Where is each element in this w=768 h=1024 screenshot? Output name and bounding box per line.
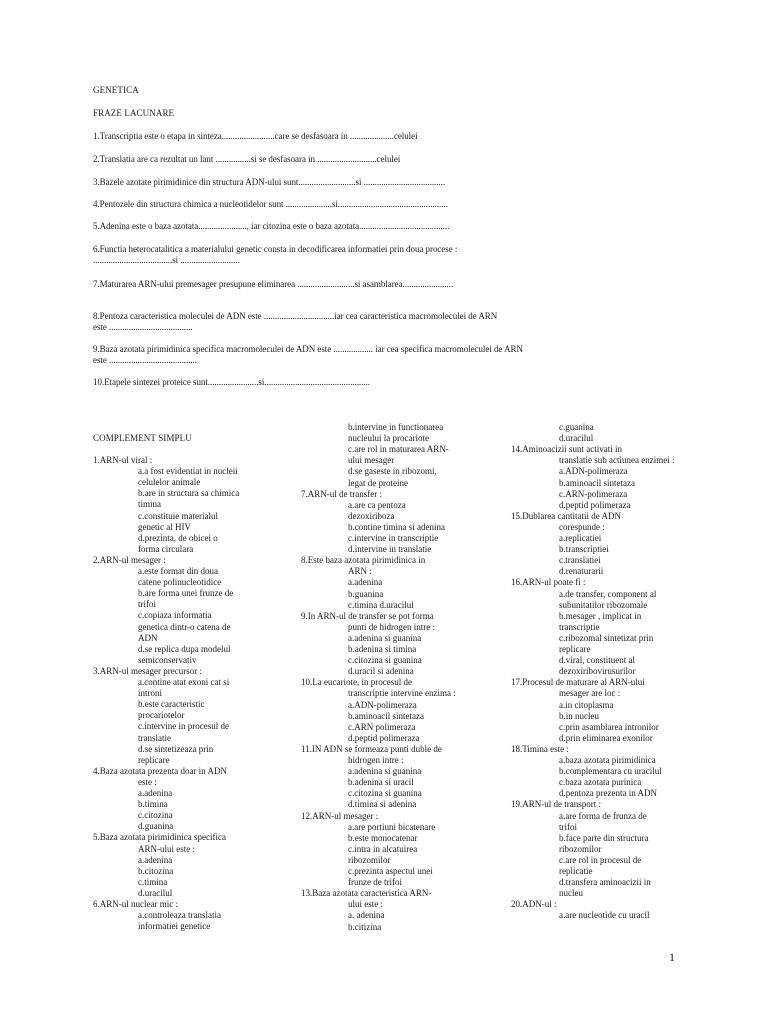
answer-option-line: a.baza azotata pirimidinica	[559, 755, 656, 765]
question-text: 15.Dublarea cantitatii de ADN	[511, 510, 621, 521]
question-text: 20.ADN-ul :	[511, 899, 557, 910]
answer-option-line: a.adenina	[138, 854, 173, 865]
answer-option-line: b.guanina	[348, 588, 384, 599]
answer-option-line: subunitatilor ribozomale	[559, 599, 648, 610]
fill-in-blank-line-2-1: 2.Translatia are ca rezultat un lant ................si se desfasoara in ...........................celulei	[93, 154, 401, 164]
answer-option-line: ului mesager	[348, 455, 395, 466]
answer-option-line: ului este :	[348, 899, 383, 910]
question-text: 9.In ARN-ul de transfer se pot forma	[301, 610, 434, 621]
answer-option-line: a.ADN-polimeraza	[559, 466, 628, 477]
question-text: 2.ARN-ul mesager :	[93, 554, 166, 565]
answer-option-line: b.face parte din structura	[559, 832, 649, 843]
fill-in-blank-line-9-2: este ........................................	[93, 355, 197, 365]
answer-option-line: replicare	[559, 644, 591, 654]
answer-option-line: b.aminoacil sintetaza	[559, 477, 635, 488]
answer-option-line: a.adenina	[348, 577, 383, 588]
answer-option-line: replicare	[138, 754, 170, 765]
answer-option-line: b.citizina	[348, 921, 382, 932]
fill-in-blank-line-8-1: 8.Pentoza caracteristica moleculei de ADN este ................................iar cea caracteristica macromoleculei de ARN	[93, 311, 498, 321]
answer-option-line: c.citozina si guanina	[348, 655, 422, 666]
answer-option-line: c.are rol in maturarea ARN-	[348, 444, 449, 455]
answer-option-line: c.citozina si guanina	[348, 788, 422, 799]
answer-option-line: nucleului la procariote	[348, 433, 429, 444]
answer-option-line: translatie sub actiunea enzimei :	[559, 455, 675, 466]
fill-in-blank-line-4-1: 4.Pentozele din structura chimica a nucleotidelor sunt .....................si..................................................	[93, 199, 448, 209]
answer-option-line: d.prin eliminarea exonilor	[559, 732, 653, 743]
answer-option-line: b.aminoacil sintetaza	[348, 710, 424, 721]
answer-option-line: ribozomilor	[348, 854, 391, 865]
answer-option-line: celulelor animale	[138, 477, 201, 488]
answer-option-line: corespunde :	[559, 521, 605, 532]
answer-option-line: a.replicatiei	[559, 533, 602, 543]
fill-in-blank-line-6-1: 6.Functia heterocatalitica a materialului genetic consta in decodificarea informatiei prin doua procese :	[93, 244, 458, 254]
question-text: 11.IN ADN se formeaza punti duble de	[301, 743, 442, 754]
section-title-complement-simplu: COMPLEMENT SIMPLU	[93, 433, 192, 443]
answer-option-line: a.in citoplasma	[559, 699, 614, 710]
answer-option-line: genetica dintr-o catena de	[138, 621, 231, 632]
answer-option-line: a.de transfer, component al	[559, 588, 657, 599]
answer-option-line: d.peptid polimeraza	[348, 732, 420, 743]
answer-option-line: procariotelor	[138, 710, 185, 721]
answer-option-line: c.intervine in transcriptie	[348, 533, 439, 543]
answer-option-line: genetic al HIV	[138, 521, 191, 532]
answer-option-line: d.prezinta, de obicei o	[138, 532, 218, 543]
answer-option-line: d.uracilul	[559, 433, 594, 444]
answer-option-line: c.citozina	[138, 810, 173, 821]
answer-option-line: c.constituie materialul	[138, 510, 218, 521]
question-text: 7.ARN-ul de transfer :	[301, 488, 382, 499]
answer-option-line: d.se sintetizeaza prin	[138, 743, 214, 754]
question-text: 1.ARN-ul viral :	[93, 455, 153, 465]
answer-option-line: a.este format din doua	[138, 566, 218, 576]
answer-option-line: c.copiaza informatia	[138, 610, 212, 621]
answer-option-line: d.uracilul	[138, 887, 173, 898]
fill-in-blank-line-3-1: 3.Bazele azotate pirimidinice din structura ADN-ului sunt..........................si .....................................	[93, 177, 446, 187]
answer-option-line: ARN-ului este :	[138, 843, 195, 854]
answer-option-line: a.are portiuni bicatenare	[348, 821, 436, 832]
fill-in-blank-line-8-2: este ......................................	[93, 322, 193, 332]
answer-option-line: trifoi	[138, 599, 156, 610]
answer-option-line: a.adenina	[138, 788, 173, 798]
answer-option-line: ARN :	[348, 566, 372, 577]
answer-option-line: b.are in structura sa chimica	[138, 488, 240, 499]
answer-option-line: c.translatiei	[559, 555, 601, 566]
answer-option-line: a.a fost evidentiat in nucleii	[138, 466, 238, 477]
answer-option-line: c.ribozomal sintetizat prin	[559, 632, 654, 643]
answer-option-line: legat de proteine	[348, 477, 408, 488]
answer-option-line: b.adenina si uracil	[348, 777, 414, 788]
answer-option-line: replicatie	[559, 866, 593, 876]
question-text: 13.Baza azotata caracteristica ARN-	[301, 888, 432, 899]
answer-option-line: d.pentoza prezenta in ADN	[559, 788, 657, 799]
answer-option-line: mesager are loc :	[559, 688, 621, 699]
answer-option-line: a.ADN-polimeraza	[348, 699, 417, 710]
answer-option-line: timina	[138, 499, 161, 510]
answer-option-line: introni	[138, 688, 162, 699]
answer-option-line: a.adenina si guanina	[348, 766, 422, 777]
answer-option-line: d.transfera aminoacizii in	[559, 877, 651, 888]
answer-option-line: d.viral, constituent al	[559, 655, 635, 666]
fill-in-blank-line-7-1: 7.Maturarea ARN-ului premesager presupune eliminarea ..........................si asamblarea.......................	[93, 279, 454, 289]
question-text: 8.Este baza azotata pirimidinica in	[301, 555, 426, 566]
answer-option-line: d.intervine in translatie	[348, 544, 432, 555]
answer-option-line: punti de hidrogen intre :	[348, 621, 435, 632]
answer-option-line: frunze de trifoi	[348, 877, 402, 888]
answer-option-line: catene polinucleotidice	[138, 577, 222, 588]
answer-option-line: d.guanina	[138, 821, 174, 832]
fill-in-blank-line-9-1: 9.Baza azotata pirimidinica specifica macromoleculei de ADN este .................. iar cea specifica macromoleculei de ARN	[93, 344, 523, 354]
answer-option-line: b.citozina	[138, 865, 174, 876]
answer-option-line: b.contine timina si adenina	[348, 521, 445, 532]
answer-option-line: a.are forma de frunza de	[559, 810, 647, 821]
answer-option-line: c.guanina	[559, 422, 594, 432]
answer-option-line: a.controleaza translatia	[138, 910, 221, 921]
answer-option-line: b.timina	[138, 799, 168, 810]
question-text: 19.ARN-ul de transport :	[511, 799, 601, 810]
question-text: 14.Aminoacizii sunt activati in	[511, 444, 622, 455]
answer-option-line: b.complementara cu uracilul	[559, 766, 662, 777]
answer-option-line: forma circulara	[138, 543, 194, 554]
answer-option-line: b.este caracteristic	[138, 699, 205, 710]
question-text: 5.Baza azotata pirimidinica specifica	[93, 832, 226, 843]
answer-option-line: c.intra in alcatuirea	[348, 843, 418, 854]
fill-in-blank-line-6-2: ....................................si ...........................	[93, 255, 240, 265]
answer-option-line: a.are ca pentoza	[348, 499, 406, 510]
fill-in-blank-line-10-1: 10.Etapele sintezei proteice sunt.......................si................................................	[93, 377, 370, 387]
answer-option-line: d.se replica dupa modelul	[138, 643, 231, 654]
answer-option-line: c.timina	[138, 876, 168, 887]
answer-option-line: d.uracil si adenina	[348, 666, 414, 677]
question-text: 6.ARN-ul nuclear mic :	[93, 899, 178, 909]
page-number: 1	[669, 950, 675, 964]
answer-option-line: semiconservativ	[138, 654, 197, 665]
answer-option-line: translatie	[138, 732, 171, 743]
answer-option-line: b.intervine in functionarea	[348, 422, 444, 432]
question-text: 3.ARN-ul mesager precursor :	[93, 665, 202, 676]
answer-option-line: dezoxiriboza	[348, 510, 395, 521]
answer-option-line: a.contine atat exoni cat si	[138, 677, 230, 687]
question-text: 17.Procesul de maturare al ARN-ului	[511, 677, 645, 688]
document-title: GENETICA	[93, 85, 139, 95]
answer-option-line: d.peptid polimeraza	[559, 499, 631, 510]
answer-option-line: transcriptie intervine enzima :	[348, 688, 456, 699]
answer-option-line: c.are rol in procesul de	[559, 854, 642, 865]
answer-option-line: b.mesager , implicat in	[559, 610, 642, 621]
answer-option-line: c.intervine in procesul de	[138, 721, 229, 732]
fill-in-blank-line-1-1: 1.Transcriptia este o etapa in sinteza........................care se desfasoara in ....................celulei	[93, 131, 418, 141]
answer-option-line: b.este monocatenar	[348, 832, 418, 843]
answer-option-line: b.in nucleu	[559, 710, 599, 721]
answer-option-line: b.are forma unei frunze de	[138, 588, 234, 599]
section-title-fraze-lacunare: FRAZE LACUNARE	[93, 108, 175, 118]
answer-option-line: c.ARN polimeraza	[348, 721, 416, 732]
answer-option-line: d.se gaseste in ribozomi,	[348, 466, 437, 477]
answer-option-line: trifoi	[559, 821, 577, 832]
answer-option-line: transcriptie	[559, 621, 600, 632]
question-text: 4.Baza azotata prezenta doar in ADN	[93, 765, 227, 776]
answer-option-line: ADN	[138, 632, 158, 643]
answer-option-line: d.timina si adenina	[348, 799, 417, 810]
answer-option-line: c.timina d.uracilul	[348, 599, 414, 610]
answer-option-line: informatiei genetice	[138, 921, 211, 932]
question-text: 18.Timina este :	[511, 743, 569, 754]
answer-option-line: c.baza azotata purinica	[559, 777, 642, 788]
question-text: 16.ARN-ul poate fi :	[511, 577, 586, 588]
answer-option-line: dezoxiribovirusurilor	[559, 666, 636, 677]
question-text: 10.La eucariote, in procesul de	[301, 677, 412, 688]
question-text: 12.ARN-ul mesager :	[301, 810, 379, 821]
answer-option-line: hidrogen intre :	[348, 755, 404, 765]
answer-option-line: c.prin asamblarea intronilor	[559, 721, 659, 732]
answer-option-line: a.are nucleotide cu uracil	[559, 910, 650, 921]
answer-option-line: nucleu	[559, 888, 583, 899]
answer-option-line: b.transcriptiei	[559, 544, 609, 555]
answer-option-line: b.adenina si timina	[348, 644, 417, 654]
answer-option-line: c.ARN-polimeraza	[559, 488, 628, 499]
answer-option-line: este :	[138, 776, 157, 787]
answer-option-line: c.prezinta aspectul unei	[348, 866, 433, 876]
answer-option-line: d.renaturarii	[559, 566, 604, 577]
answer-option-line: a.adenina si guanina	[348, 632, 422, 643]
answer-option-line: a. adenina	[348, 910, 385, 921]
fill-in-blank-line-5-1: 5.Adenina este o baza azotata......................, iar citozina este o baza azotata.........................................	[93, 221, 450, 231]
answer-option-line: ribozomilor	[559, 843, 602, 854]
